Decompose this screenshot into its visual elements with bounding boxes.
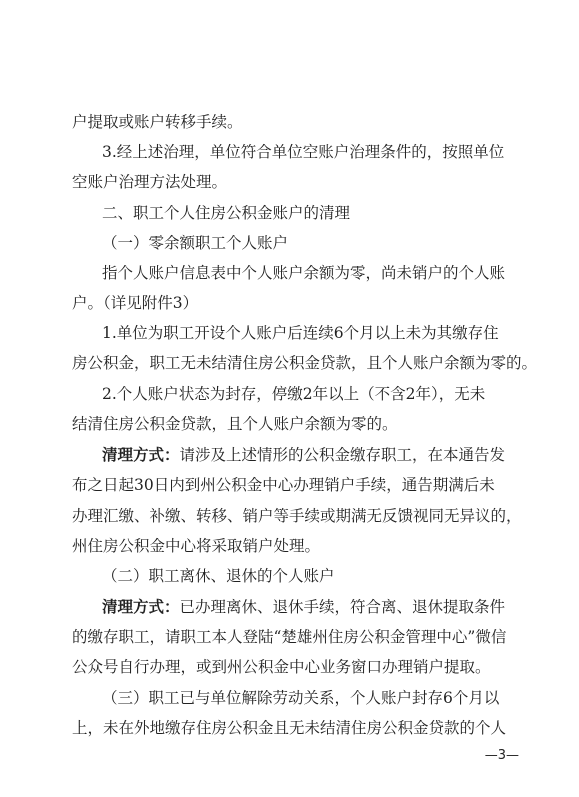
text-line: 2.个人账户状态为封存，停缴2年以上（不含2年），无未	[102, 385, 486, 403]
text-line: 空账户治理方法处理。	[72, 173, 228, 191]
text-line: 3.经上述治理，单位符合单位空账户治理条件的，按照单位	[102, 143, 505, 161]
page-number: —3—	[484, 748, 519, 763]
text-line: （三）职工已与单位解除劳动关系，个人账户封存6个月以	[102, 689, 500, 707]
text-line	[102, 440, 505, 470]
text-line: 1.单位为职工开设个人账户后连续6个月以上未为其缴存住	[102, 324, 499, 342]
text-line	[102, 592, 505, 622]
text-line: 房公积金，职工无未结清住房公积金贷款，且个人账户余额为零的。	[72, 354, 538, 372]
subsection-heading: （一）零余额职工个人账户	[102, 234, 289, 252]
text-line: 州住房公积金中心将采取销户处理。	[72, 537, 321, 555]
text-line: 的缴存职工，请职工本人登陆“楚雄州住房公积金管理中心”微信	[72, 628, 507, 646]
text-segment: 已办理离休、退休手续，符合离、退休提取条件	[179, 598, 506, 616]
cleanup-method-label: 清理方式：	[102, 597, 180, 616]
text-line: 指个人账户信息表中个人账户余额为零，尚未销户的个人账	[102, 264, 506, 282]
text-line: 办理汇缴、补缴、转移、销户等手续或期满无反馈视同无异议的，	[72, 507, 522, 525]
text-line: 上，未在外地缴存住房公积金且无未结清住房公积金贷款的个人	[72, 719, 507, 737]
text-line: 结清住房公积金贷款，且个人账户余额为零的。	[72, 415, 398, 433]
text-line: 户提取或账户转移手续。	[72, 113, 243, 131]
text-segment: 请涉及上述情形的公积金缴存职工，在本通告发	[179, 446, 506, 464]
subsection-heading: （二）职工离休、退休的个人账户	[102, 567, 335, 585]
section-heading: 二、职工个人住房公积金账户的清理	[102, 204, 351, 222]
text-line: 布之日起30日内到州公积金中心办理销户手续，通告期满后未	[72, 476, 495, 494]
text-line: 公众号自行办理，或到州公积金中心业务窗口办理销户提取。	[72, 658, 491, 676]
text-line: 户。（详见附件3）	[72, 294, 199, 312]
cleanup-method-label: 清理方式：	[102, 445, 180, 464]
